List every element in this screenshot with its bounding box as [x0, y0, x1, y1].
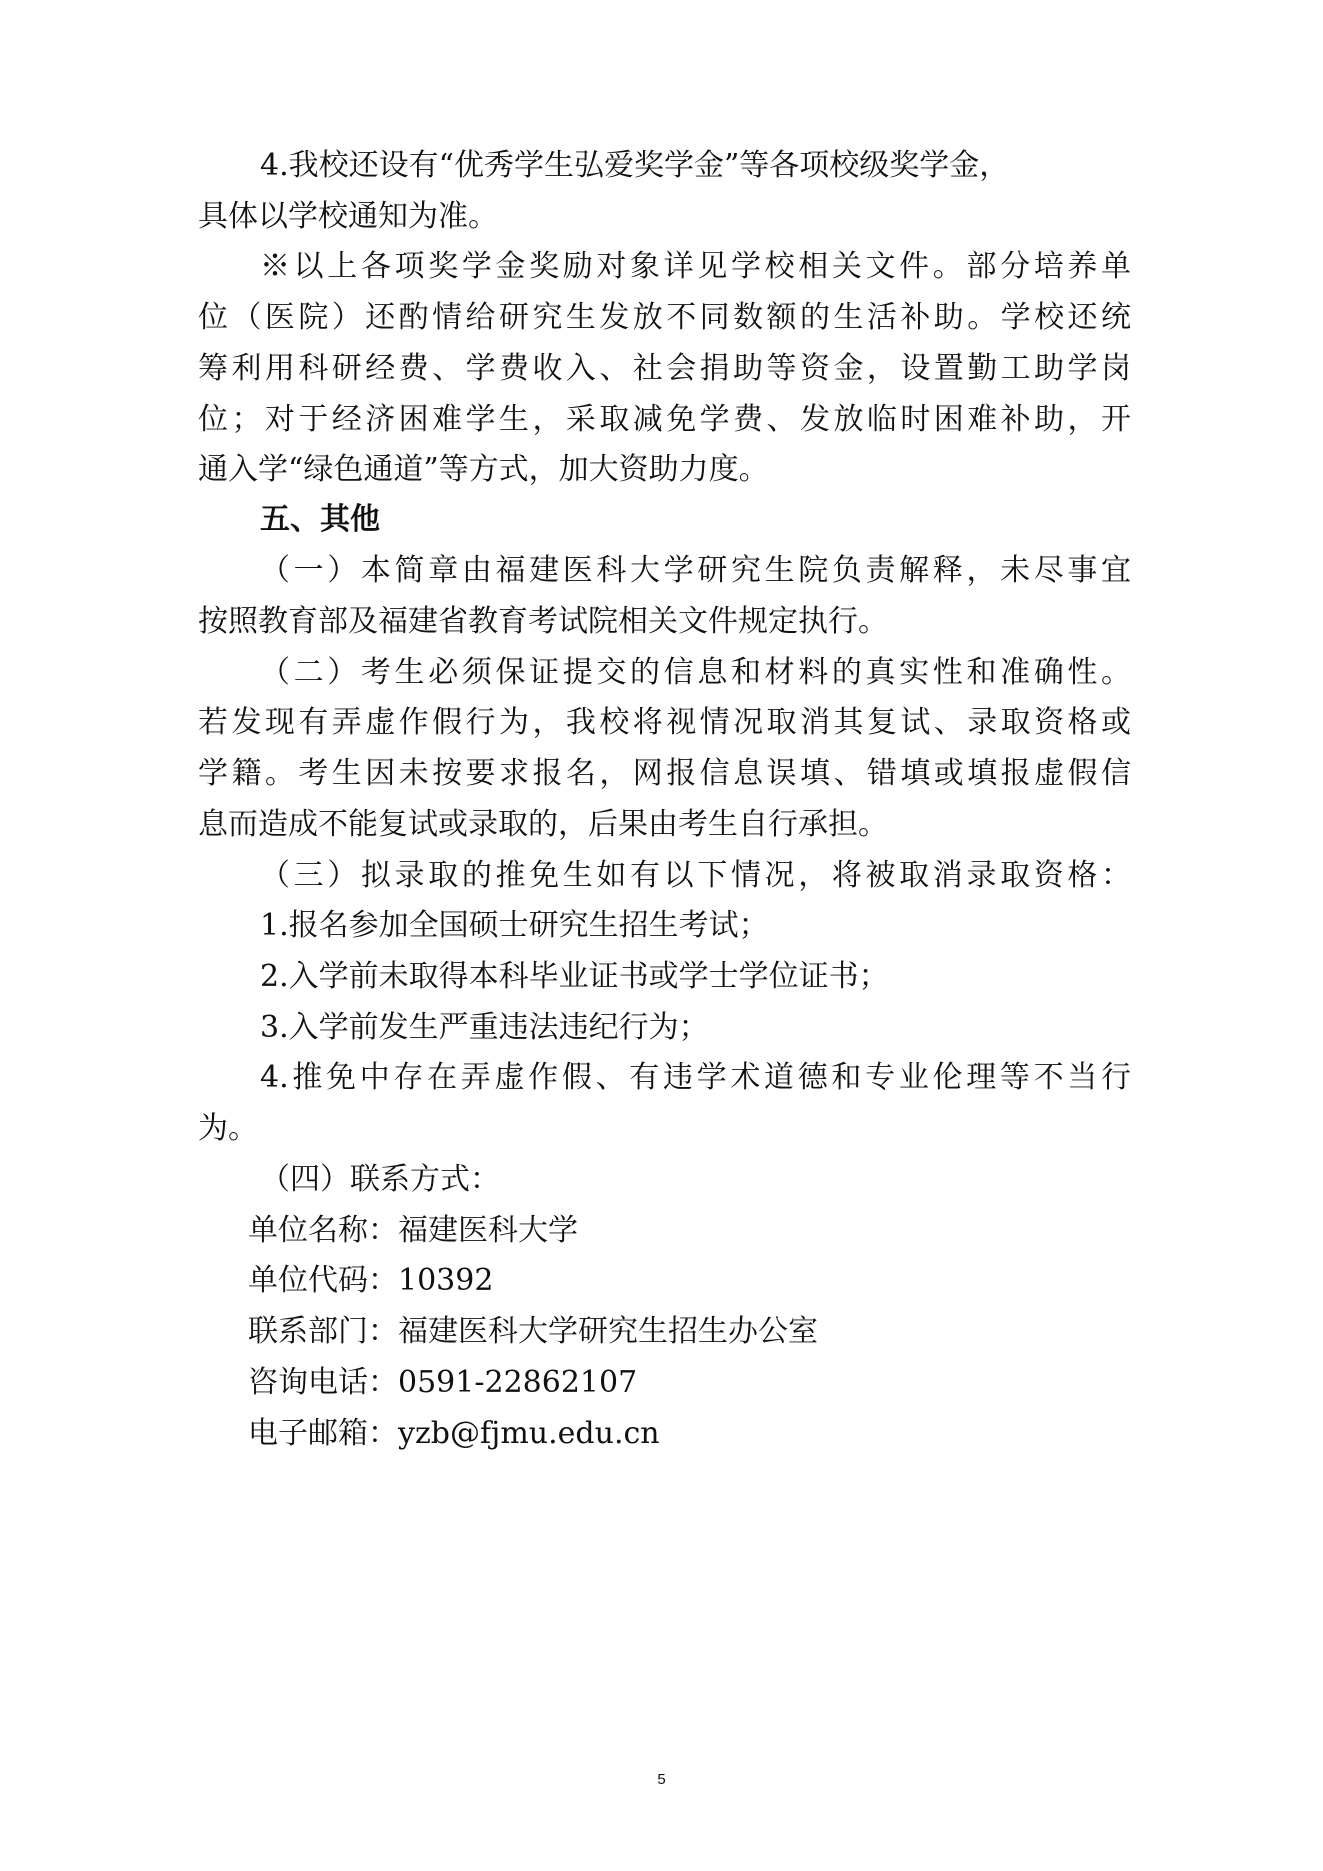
paragraph-line: （一）本简章由福建医科大学研究生院负责解释，未尽事宜: [260, 553, 1131, 588]
contact-line: 联系部门：福建医科大学研究生招生办公室: [248, 1314, 818, 1349]
contact-line: 单位代码：10392: [248, 1263, 494, 1298]
paragraph-line: （四）联系方式：: [260, 1162, 500, 1197]
contact-line: 单位名称：福建医科大学: [248, 1213, 578, 1248]
paragraph-line: 学籍。考生因未按要求报名，网报信息误填、错填或填报虚假信: [198, 756, 1131, 791]
list-item: 2.入学前未取得本科毕业证书或学士学位证书；: [260, 959, 889, 994]
list-item: 4.推免中存在弄虚作假、有违学术道德和专业伦理等不当行: [260, 1060, 1131, 1095]
paragraph-line: 按照教育部及福建省教育考试院相关文件规定执行。: [198, 604, 888, 639]
paragraph-line: 通入学“绿色通道”等方式，加大资助力度。: [198, 452, 769, 487]
paragraph-line: 息而造成不能复试或录取的，后果由考生自行承担。: [198, 807, 888, 842]
paragraph-line: 筹利用科研经费、学费收入、社会捐助等资金，设置勤工助学岗: [198, 351, 1131, 386]
section-heading: 五、其他: [260, 502, 380, 537]
paragraph-line: 具体以学校通知为准。: [198, 199, 498, 234]
list-item: 3.入学前发生严重违法违纪行为；: [260, 1010, 709, 1045]
list-item: 为。: [198, 1111, 258, 1146]
paragraph-line: （三）拟录取的推免生如有以下情况，将被取消录取资格：: [260, 858, 1131, 893]
paragraph-line: 位；对于经济困难学生，采取减免学费、发放临时困难补助，开: [198, 402, 1131, 437]
paragraph-line: 4.我校还设有“优秀学生弘爱奖学金”等各项校级奖学金，: [260, 148, 1010, 183]
paragraph-line: ※以上各项奖学金奖励对象详见学校相关文件。部分培养单: [260, 249, 1131, 284]
page-number: 5: [657, 1771, 666, 1788]
paragraph-line: （二）考生必须保证提交的信息和材料的真实性和准确性。: [260, 655, 1131, 690]
list-item: 1.报名参加全国硕士研究生招生考试；: [260, 908, 769, 943]
paragraph-line: 位（医院）还酌情给研究生发放不同数额的生活补助。学校还统: [198, 300, 1131, 335]
contact-line: 咨询电话：0591-22862107: [248, 1365, 638, 1400]
paragraph-line: 若发现有弄虚作假行为，我校将视情况取消其复试、录取资格或: [198, 705, 1131, 740]
contact-line: 电子邮箱：yzb@fjmu.edu.cn: [248, 1416, 660, 1451]
